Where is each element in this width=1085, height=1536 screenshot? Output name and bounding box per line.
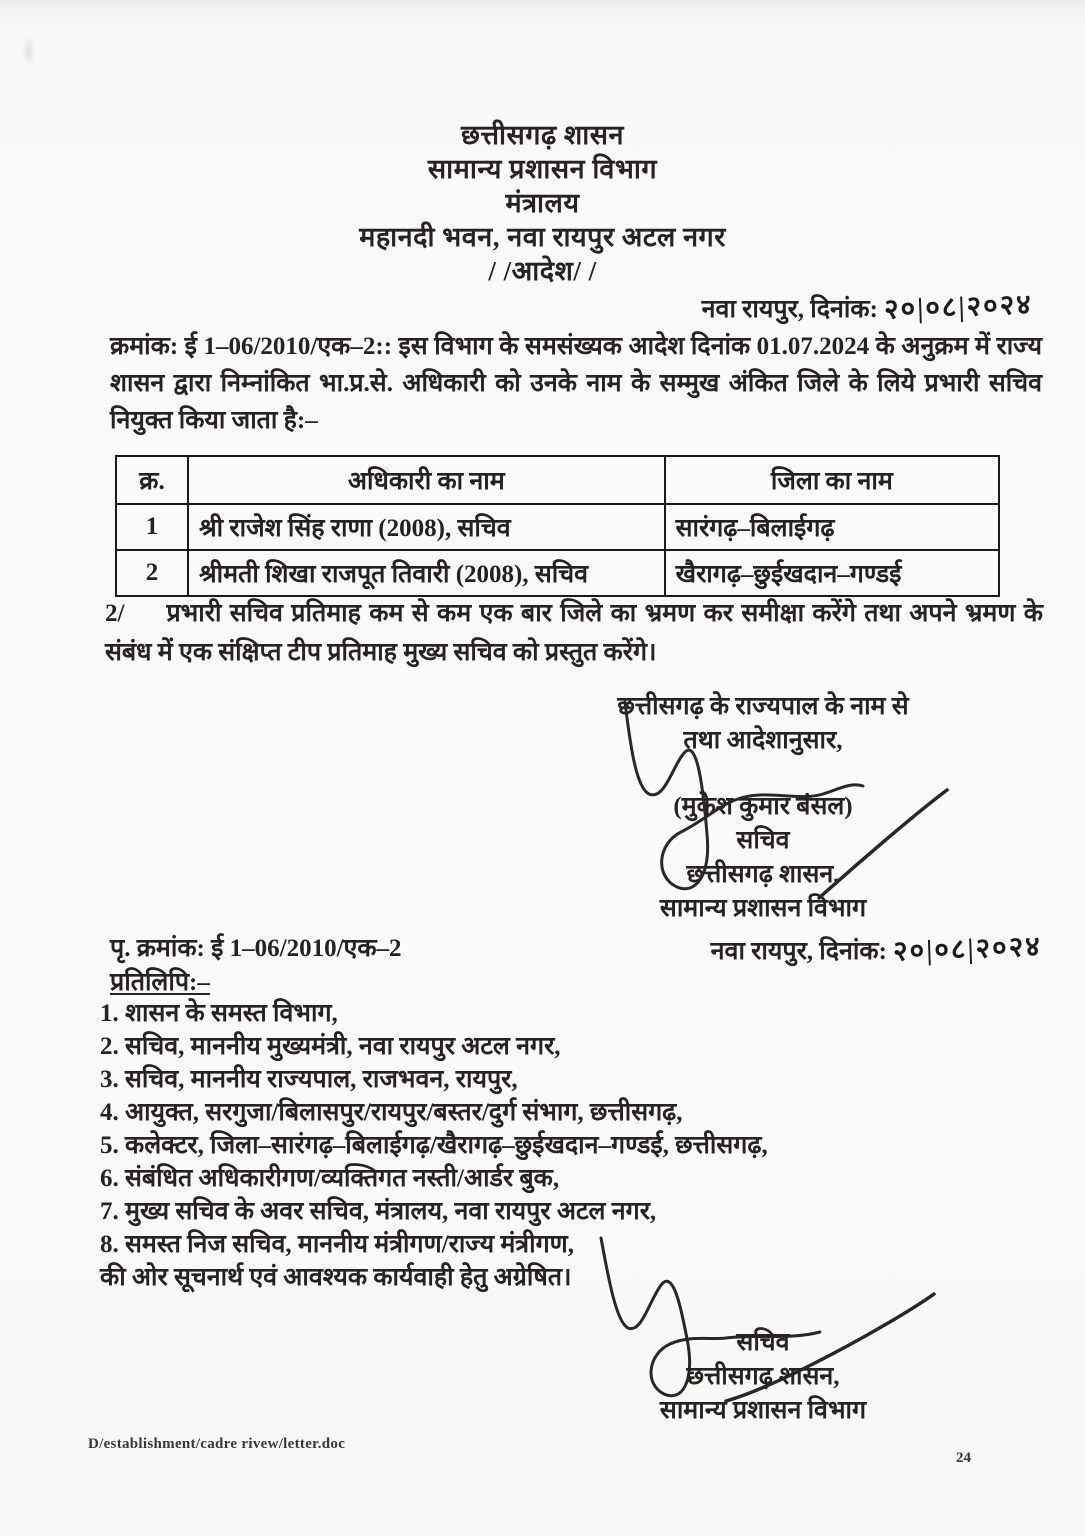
signatory-designation: सचिव xyxy=(736,1329,790,1356)
list-item: 5. कलेक्टर, जिला–सारंगढ़–बिलाईगढ़/खैरागढ़–छुईखदान–गण्डई, छत्तीसगढ़, xyxy=(100,1132,768,1159)
dateline-bottom xyxy=(711,930,1042,968)
letterhead xyxy=(0,118,1085,288)
header-district-name: जिला का नाम xyxy=(665,456,999,504)
cell-officer: श्री राजेश सिंह राणा (2008), सचिव xyxy=(188,504,665,550)
dateline-top xyxy=(702,288,1033,326)
list-item: 4. आयुक्त, सरगुजा/बिलासपुर/रायपुर/बस्तर/दुर्ग संभाग, छत्तीसगढ़, xyxy=(100,1099,683,1126)
list-item: 8. समस्त निज सचिव, माननीय मंत्रीगण/राज्य मंत्रीगण, xyxy=(100,1231,574,1258)
table-row xyxy=(116,550,999,596)
dateline-printed-text: नवा रायपुर, दिनांक: xyxy=(710,938,887,965)
file-path-footer: D/establishment/cadre rivew/letter.doc xyxy=(88,1436,346,1452)
signatory-org-1: छत्तीसगढ़ शासन, xyxy=(686,861,840,888)
on-behalf-line-1: छत्तीसगढ़ के राज्यपाल के नाम से xyxy=(617,693,909,720)
table-row xyxy=(116,504,999,550)
signatory-org-1: छत्तीसगढ़ शासन, xyxy=(686,1363,840,1390)
order-paragraph-2 xyxy=(105,594,1043,672)
signatory-block-1 xyxy=(568,690,958,926)
paragraph-number: 2/ xyxy=(105,600,125,627)
header-serial-no: क्र. xyxy=(116,456,188,504)
copy-to-label: प्रतिलिपि:– xyxy=(110,969,210,996)
list-item: 1. शासन के समस्त विभाग, xyxy=(100,1000,338,1027)
order-title: / /आदेश/ / xyxy=(488,256,597,286)
cell-serial: 2 xyxy=(116,550,188,596)
list-item: 7. मुख्य सचिव के अवर सचिव, मंत्रालय, नवा रायपुर अटल नगर, xyxy=(100,1198,657,1225)
page-number: 24 xyxy=(956,1450,971,1466)
signatory-org-2: सामान्य प्रशासन विभाग xyxy=(659,1397,867,1424)
list-item-closing: की ओर सूचनार्थ एवं आवश्यक कार्यवाही हेतु अग्रेषित। xyxy=(100,1264,572,1291)
department-name: सामान्य प्रशासन विभाग xyxy=(427,154,658,184)
officer-assignment-table xyxy=(115,455,1000,597)
handwritten-date: २०|०८|२०२४ xyxy=(883,289,1034,326)
cell-district: सारंगढ़–बिलाईगढ़ xyxy=(665,504,999,550)
ministry-name: मंत्रालय xyxy=(505,188,580,218)
government-name: छत्तीसगढ़ शासन xyxy=(460,120,625,150)
cell-officer: श्रीमती शिखा राजपूत तिवारी (2008), सचिव xyxy=(188,550,665,596)
on-behalf-line-2: तथा आदेशानुसार, xyxy=(683,727,843,754)
handwritten-date: २०|०८|२०२४ xyxy=(892,931,1043,968)
order-paragraph-1: क्रमांक: ई 1–06/2010/एक–2:: इस विभाग के समसंख्यक आदेश दिनांक 01.07.2024 के अनुक्रम में राज्य शासन द्वारा निम्नांकित भा.प्र.से. अधिकारी को उनके नाम के सम्मुख अंकित जिले के लिये प्रभारी सचिव नियुक्त किया जाता है:– xyxy=(110,333,1042,434)
paragraph-2-text: प्रभारी सचिव प्रतिमाह कम से कम एक बार जिले का भ्रमण कर समीक्षा करेंगे तथा अपने भ्रमण के संबंध में एक संक्षिप्त टीप प्रतिमाह मुख्य सचिव को प्रस्तुत करेंगे। xyxy=(105,600,1043,666)
endorsement-ref-row xyxy=(110,930,1042,968)
signature-space xyxy=(568,758,958,790)
signatory-name: (मुकेश कुमार बंसल) xyxy=(673,793,853,820)
list-item: 3. सचिव, माननीय राज्यपाल, राजभवन, रायपुर, xyxy=(100,1066,518,1093)
list-item: 6. संबंधित अधिकारीगण/व्यक्तिगत नस्ती/आर्डर बुक, xyxy=(100,1165,560,1192)
cell-district: खैरागढ़–छुईखदान–गण्डई xyxy=(665,550,999,596)
list-item: 2. सचिव, माननीय मुख्यमंत्री, नवा रायपुर अटल नगर, xyxy=(100,1033,561,1060)
signatory-designation: सचिव xyxy=(736,827,790,854)
signatory-org-2: सामान्य प्रशासन विभाग xyxy=(659,895,867,922)
signatory-block-2 xyxy=(568,1326,958,1428)
scan-smudge xyxy=(22,34,36,68)
copy-to-list xyxy=(100,997,1000,1294)
address-line: महानदी भवन, नवा रायपुर अटल नगर xyxy=(359,222,726,252)
header-officer-name: अधिकारी का नाम xyxy=(188,456,665,504)
endorsement-ref-number: पृ. क्रमांक: ई 1–06/2010/एक–2 xyxy=(110,935,402,962)
cell-serial: 1 xyxy=(116,504,188,550)
table-header-row xyxy=(116,456,999,504)
dateline-printed-text: नवा रायपुर, दिनांक: xyxy=(701,296,878,323)
